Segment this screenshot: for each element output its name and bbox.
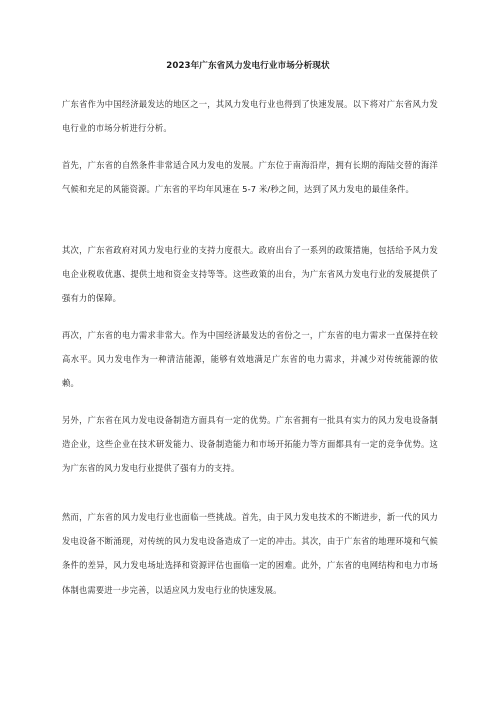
paragraph-intro: 广东省作为中国经济最发达的地区之一，其风力发电行业也得到了快速发展。以下将对广东省风力发电行业的市场分析进行分析。 xyxy=(62,99,438,134)
paragraph-manufacturing-advantage: 另外，广东省在风力发电设备制造方面具有一定的优势。广东省拥有一批具有实力的风力发电设备制造企业，这些企业在技术研发能力、设备制造能力和市场开拓能力等方面都具有一定的竞争优势。这为广东省的风力发电行业提供了强有力的支持。 xyxy=(62,415,438,474)
document-title: 2023年广东省风力发电行业市场分析现状 xyxy=(166,61,330,71)
paragraph-natural-conditions: 首先，广东省的自然条件非常适合风力发电的发展。广东位于南海沿岸，拥有长期的海陆交替的海洋气候和充足的风能资源。广东省的平均年风速在 5-7 米/秒之间，达到了风力发电的最佳条件。 xyxy=(62,160,438,195)
paragraph-government-support: 其次，广东省政府对风力发电行业的支持力度很大。政府出台了一系列的政策措施，包括给予风力发电企业税收优惠、提供土地和资金支持等等。这些政策的出台，为广东省风力发电行业的发展提供了强有力的保障。 xyxy=(62,245,438,304)
paragraph-power-demand: 再次，广东省的电力需求非常大。作为中国经济最发达的省份之一，广东省的电力需求一直保持在较高水平。风力发电作为一种清洁能源，能够有效地满足广东省的电力需求，并减少对传统能源的依赖。 xyxy=(62,330,438,389)
paragraph-challenges: 然而，广东省的风力发电行业也面临一些挑战。首先，由于风力发电技术的不断进步，新一代的风力发电设备不断涌现，对传统的风力发电设备造成了一定的冲击。其次，由于广东省的地理环境和气候条件的差异，风力发电场址选择和资源评估也面临一定的困难。此外，广东省的电网结构和电力市场体制也需要进一步完善，以适应风力发电行业的快速发展。 xyxy=(62,512,438,595)
